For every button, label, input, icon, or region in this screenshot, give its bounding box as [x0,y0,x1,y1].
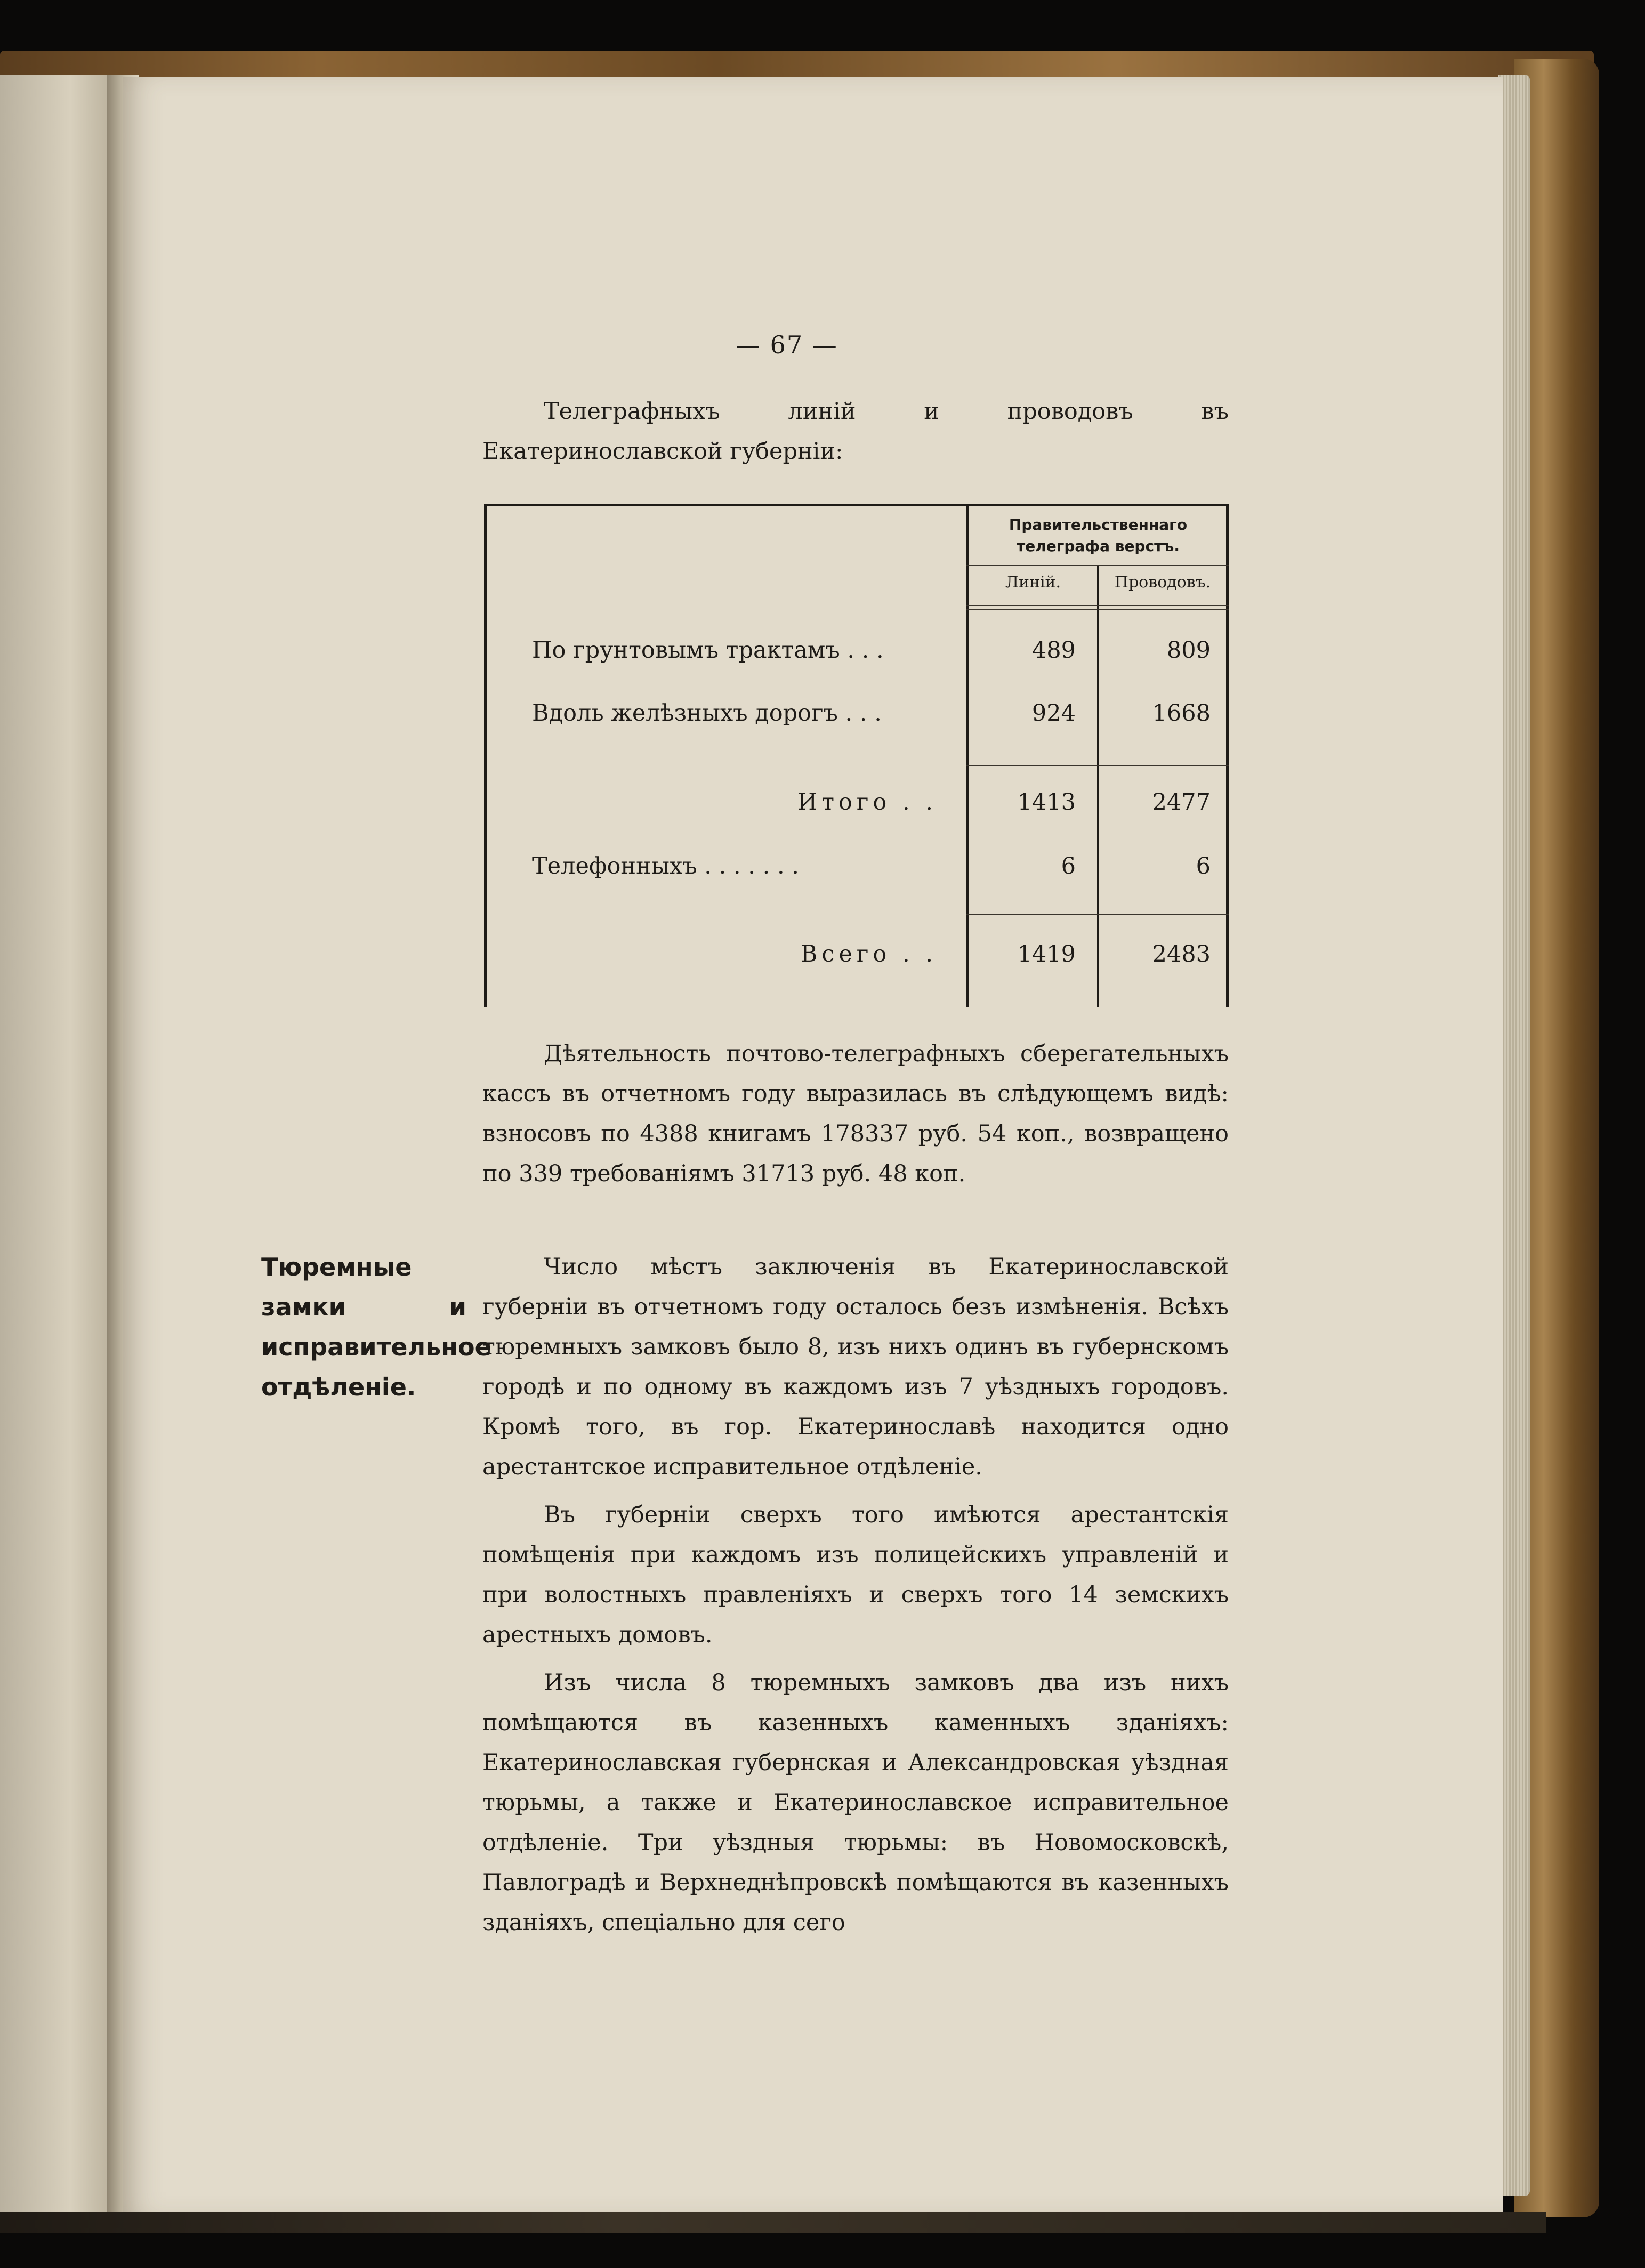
prison-paragraph-2: Въ губерніи сверхъ того имѣются арестантскія помѣщенія при каждомъ изъ полицейскихъ управленій и при волостныхъ правленіяхъ и сверхъ того 14 земскихъ арестныхъ домовъ. [482,1502,1229,1648]
table-rule [966,765,1229,766]
left-page [0,75,117,2217]
table-rule [966,609,1229,610]
page-number: — 67 — [736,330,838,359]
table-rule [966,565,1229,566]
table-cell-wires: 809 [1166,637,1211,664]
table-cell-wires: 1668 [1152,700,1211,727]
intro-paragraph [482,392,1229,472]
table-column-header: Линій. [1005,573,1061,592]
table-rule [966,504,969,1007]
table-cell-lines: 924 [1031,700,1076,727]
table-rule [484,504,1229,506]
table-cell-wires: 2477 [1152,789,1211,816]
table-cell-lines: 1413 [1017,789,1076,816]
prison-paragraph-3: Изъ числа 8 тюремныхъ замковъ два изъ нихъ помѣщаются въ казенныхъ каменныхъ зданіяхъ: Екатеринославская губернская и Александровская уѣздная тюрьмы, а также и Екатеринославское исправительное отдѣленіе. Три уѣздныя тюрьмы: въ Новомосковскѣ, Павлоградѣ и Верхнеднѣпровскѣ помѣщаются въ казенныхъ зданіяхъ, спеціально для сего [482,1669,1229,1936]
table-cell-wires: 6 [1196,853,1211,879]
table-cell-wires: 2483 [1152,941,1211,967]
table-rule [484,504,487,1007]
prison-paragraph-1: Число мѣстъ заключенія въ Екатеринославской губерніи въ отчетномъ году осталось безъ измѣненія. Всѣхъ тюремныхъ замковъ было 8, изъ нихъ одинъ въ губернскомъ городѣ и по одному въ каждомъ изъ 7 уѣздныхъ городовъ. Кромѣ того, въ гор. Екатеринославѣ находится одно арестантское исправительное отдѣленіе. [482,1254,1229,1480]
table-row-label: Телефонныхъ . . . . . . . [532,853,799,879]
table-group-header: Правительственнаго телеграфа верстъ. [1009,516,1188,555]
table-row-label-subtotal: Итого . . [797,789,937,816]
margin-heading: Тюремные замки и исправительное отдѣленіе. [261,1253,491,1401]
table-rule [966,914,1229,915]
table-cell-lines: 1419 [1017,941,1076,967]
table-rule [966,605,1229,606]
table-cell-lines: 489 [1031,637,1076,664]
savings-text: Дѣятельность почтово-телеграфныхъ сберегательныхъ кассъ въ отчетномъ году выразилась въ слѣдующемъ видѣ: взносовъ по 4388 книгамъ 178337 руб. 54 коп., возвращено по 339 требованіямъ 31713 руб. 48 коп. [482,1040,1229,1187]
table-cell-lines: 6 [1061,853,1076,879]
table-column-header: Проводовъ. [1114,573,1211,592]
prison-section [482,1247,1229,1943]
table-row-label: Вдоль желѣзныхъ дорогъ . . . [532,700,882,727]
table-row-label-total: Всего . . [800,941,937,967]
book-edge-bottom [0,2212,1546,2233]
table-row-label: По грунтовымъ трактамъ . . . [532,637,884,664]
savings-paragraph [482,1034,1229,1194]
intro-text: Телеграфныхъ линій и проводовъ въ Екатеринославской губерніи: [482,398,1229,465]
telegraph-table [484,504,1229,1007]
